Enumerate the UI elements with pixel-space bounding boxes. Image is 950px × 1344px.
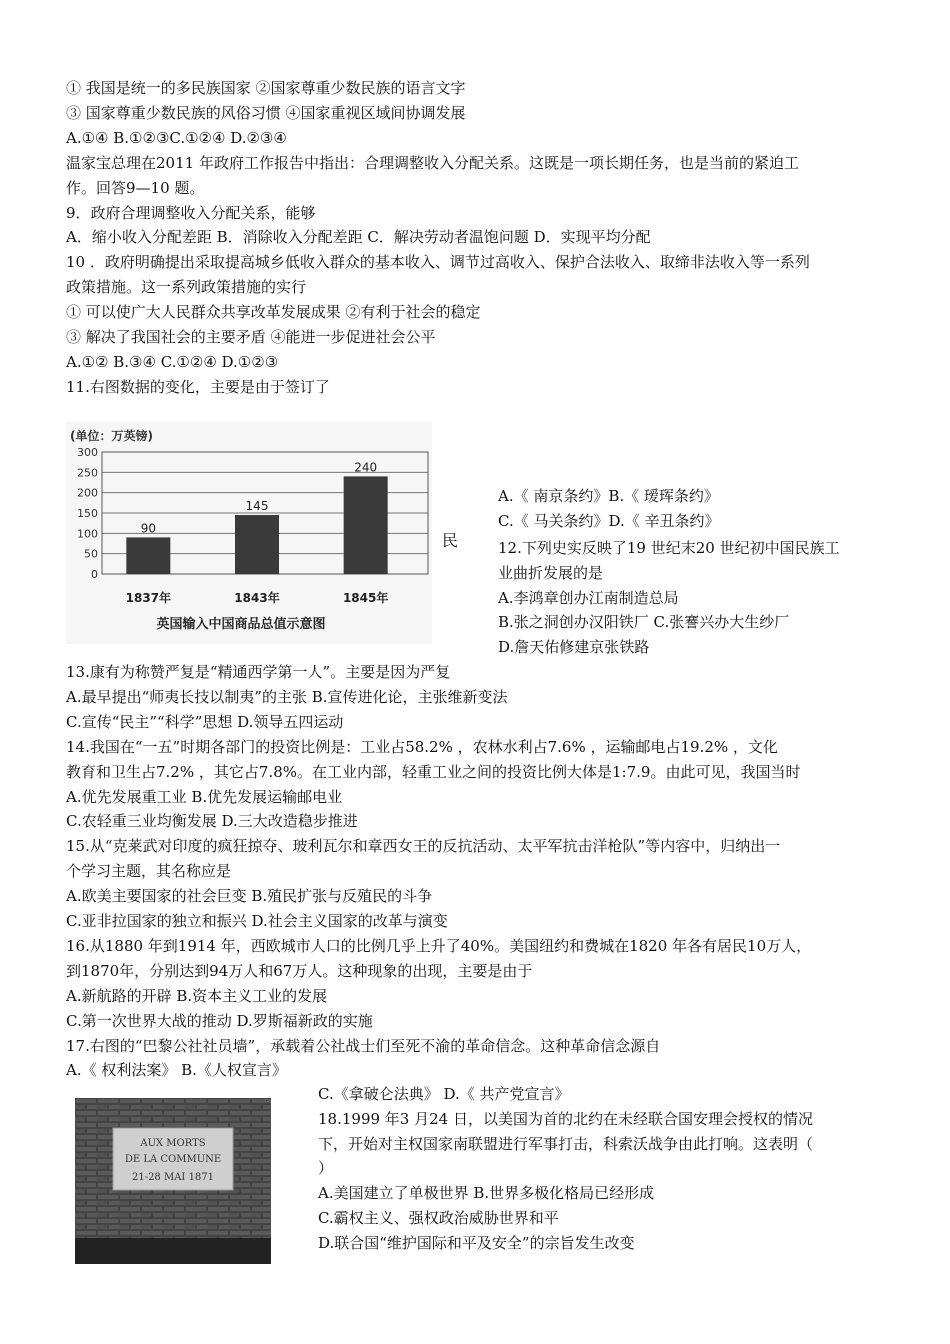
- text-line: A.《 权利法案》 B.《人权宣言》: [66, 1061, 287, 1080]
- bar: [235, 515, 279, 574]
- text-line: A.①④ B.①②③C.①②④ D.②③④: [66, 128, 287, 147]
- chart-unit-label: (单位：万英镑): [70, 429, 153, 443]
- text-line: 16.从1880 年到1914 年，西欧城市人口的比例几乎上升了40%。美国纽约和费城在1820 年各有居民10万人，: [66, 936, 812, 955]
- text-line: A.最早提出“师夷长技以制夷”的主张 B.宣传进化论，主张维新变法: [66, 687, 508, 706]
- text-line: 作。回答9—10 题。: [66, 178, 205, 197]
- chart-title: 英国输入中国商品总值示意图: [156, 617, 326, 632]
- text-line: ③ 解决了我国社会的主要矛盾 ④能进一步促进社会公平: [66, 328, 436, 346]
- text-line: C.宣传“民主”“科学”思想 D.领导五四运动: [66, 712, 344, 731]
- text-line: ① 我国是统一的多民族国家 ②国家尊重少数民族的语言文字: [66, 79, 466, 97]
- text-line: 17.右图的“巴黎公社社员墙”，承载着公社战士们至死不渝的革命信念。这种革命信念源自: [66, 1036, 661, 1055]
- q12-line: D.詹天佑修建京张铁路: [498, 638, 650, 657]
- q18-line: 18.1999 年3 月24 日，以美国为首的北约在未经联合国安理会授权的情况: [318, 1109, 813, 1128]
- text-line: A.①② B.③④ C.①②④ D.①②③: [66, 352, 279, 371]
- text-line: ③ 国家尊重少数民族的风俗习惯 ④国家重视区域间协调发展: [66, 103, 466, 122]
- text-line: ① 可以使广大人民群众共享改革发展成果 ②有利于社会的稳定: [66, 303, 481, 322]
- q11-option: A.《 南京条约》B.《 瑷珲条约》: [498, 487, 719, 505]
- q12-line: 12.下列史实反映了19 世纪末20 世纪初中国民族工: [498, 539, 840, 557]
- q18-line: 下，开始对主权国家南联盟进行军事打击，科索沃战争由此打响。这表明（: [318, 1134, 814, 1153]
- text-line: C.亚非拉国家的独立和振兴 D.社会主义国家的改革与演变: [66, 912, 448, 930]
- y-tick-label: 100: [77, 527, 98, 541]
- y-tick-label: 0: [91, 568, 98, 581]
- text-line: 9．政府合理调整收入分配关系，能够: [66, 203, 316, 222]
- plaque-line-2: DE LA COMMUNE: [124, 1154, 222, 1165]
- text-line: 到1870年，分别达到94万人和67万人。这种现象的出现，主要是由于: [66, 961, 533, 980]
- q11-option: C.《 马关条约》D.《 辛丑条约》: [498, 512, 720, 530]
- x-tick-label: 1843年: [234, 591, 280, 605]
- text-line: 11.右图数据的变化，主要是由于签订了: [66, 377, 330, 396]
- y-tick-label: 200: [77, 486, 98, 500]
- q18-line: C.霸权主义、强权政治威胁世界和平: [318, 1209, 559, 1227]
- text-line: 13.康有为称赞严复是“精通西学第一人”。主要是因为严复: [66, 663, 451, 681]
- text-line: A.新航路的开辟 B.资本主义工业的发展: [66, 986, 328, 1005]
- text-line: 教育和卫生占7.2% ，其它占7.8%。在工业内部，轻重工业之间的投资比例大体是1:7.9。由此可见，我国当时: [66, 762, 801, 781]
- text-line: 14.我国在“一五”时期各部门的投资比例是：工业占58.2% ，农林水利占7.6% ，运输邮电占19.2% ，文化: [66, 737, 778, 756]
- q18-line: A.美国建立了单极世界 B.世界多极化格局已经形成: [318, 1184, 655, 1203]
- text-line: 个学习主题，其名称应是: [66, 862, 232, 881]
- photo-svg: [75, 1098, 271, 1264]
- x-tick-label: 1845年: [342, 591, 389, 605]
- text-line: 15.从“克莱武对印度的疯狂掠夺、玻利瓦尔和章西女王的反抗活动、太平军抗击洋枪队”等内容中，归纳出一: [66, 837, 781, 856]
- text-line: C.第一次世界大战的推动 D.罗斯福新政的实施: [66, 1011, 373, 1030]
- paris-commune-wall-photo: [75, 1098, 271, 1264]
- y-tick-label: 300: [77, 446, 98, 459]
- plaque-line-1: AUX MORTS: [140, 1138, 206, 1149]
- bar-chart: [66, 422, 432, 644]
- text-line: A.欧美主要国家的社会巨变 B.殖民扩张与反殖民的斗争: [66, 887, 433, 906]
- bar-value-label: 90: [140, 521, 156, 536]
- x-tick-label: 1837年: [125, 591, 172, 605]
- text-line: A．缩小收入分配差距 B．消除收入分配差距 C．解决劳动者温饱问题 D．实现平均分配: [66, 228, 651, 247]
- q12-line: 业曲折发展的是: [498, 563, 604, 582]
- text-line: A.优先发展重工业 B.优先发展运输邮电业: [66, 787, 343, 806]
- bar-value-label: 145: [245, 499, 269, 514]
- q12-line: A.李鸿章创办江南制造总局: [498, 588, 679, 607]
- q18-line: C.《拿破仑法典》 D.《 共产党宣言》: [318, 1085, 570, 1103]
- q18-line: D.联合国“维护国际和平及安全”的宗旨发生改变: [318, 1233, 635, 1252]
- plaque-line-3: 21-28 MAI 1871: [131, 1172, 215, 1183]
- text-line: 政策措施。这一系列政策措施的实行: [66, 278, 307, 297]
- y-tick-label: 250: [77, 466, 98, 480]
- chart-svg: [66, 422, 432, 644]
- q18-line: ）: [318, 1159, 334, 1178]
- stray-character: 民: [442, 531, 459, 550]
- bar-value-label: 240: [354, 460, 378, 475]
- bar: [126, 537, 170, 574]
- bar: [344, 476, 388, 574]
- q12-line: B.张之洞创办汉阳铁厂 C.张謇兴办大生纱厂: [498, 613, 790, 632]
- text-line: 10 ．政府明确提出采取提高城乡低收入群众的基本收入、调节过高收入、保护合法收入、取缔非法收入等一系列: [66, 253, 810, 272]
- text-line: 温家宝总理在2011 年政府工作报告中指出：合理调整收入分配关系。这既是一项长期任务，也是当前的紧迫工: [66, 153, 799, 172]
- text-line: C.农轻重三业均衡发展 D.三大改造稳步推进: [66, 812, 358, 831]
- y-tick-label: 150: [77, 507, 98, 520]
- y-tick-label: 50: [84, 547, 98, 561]
